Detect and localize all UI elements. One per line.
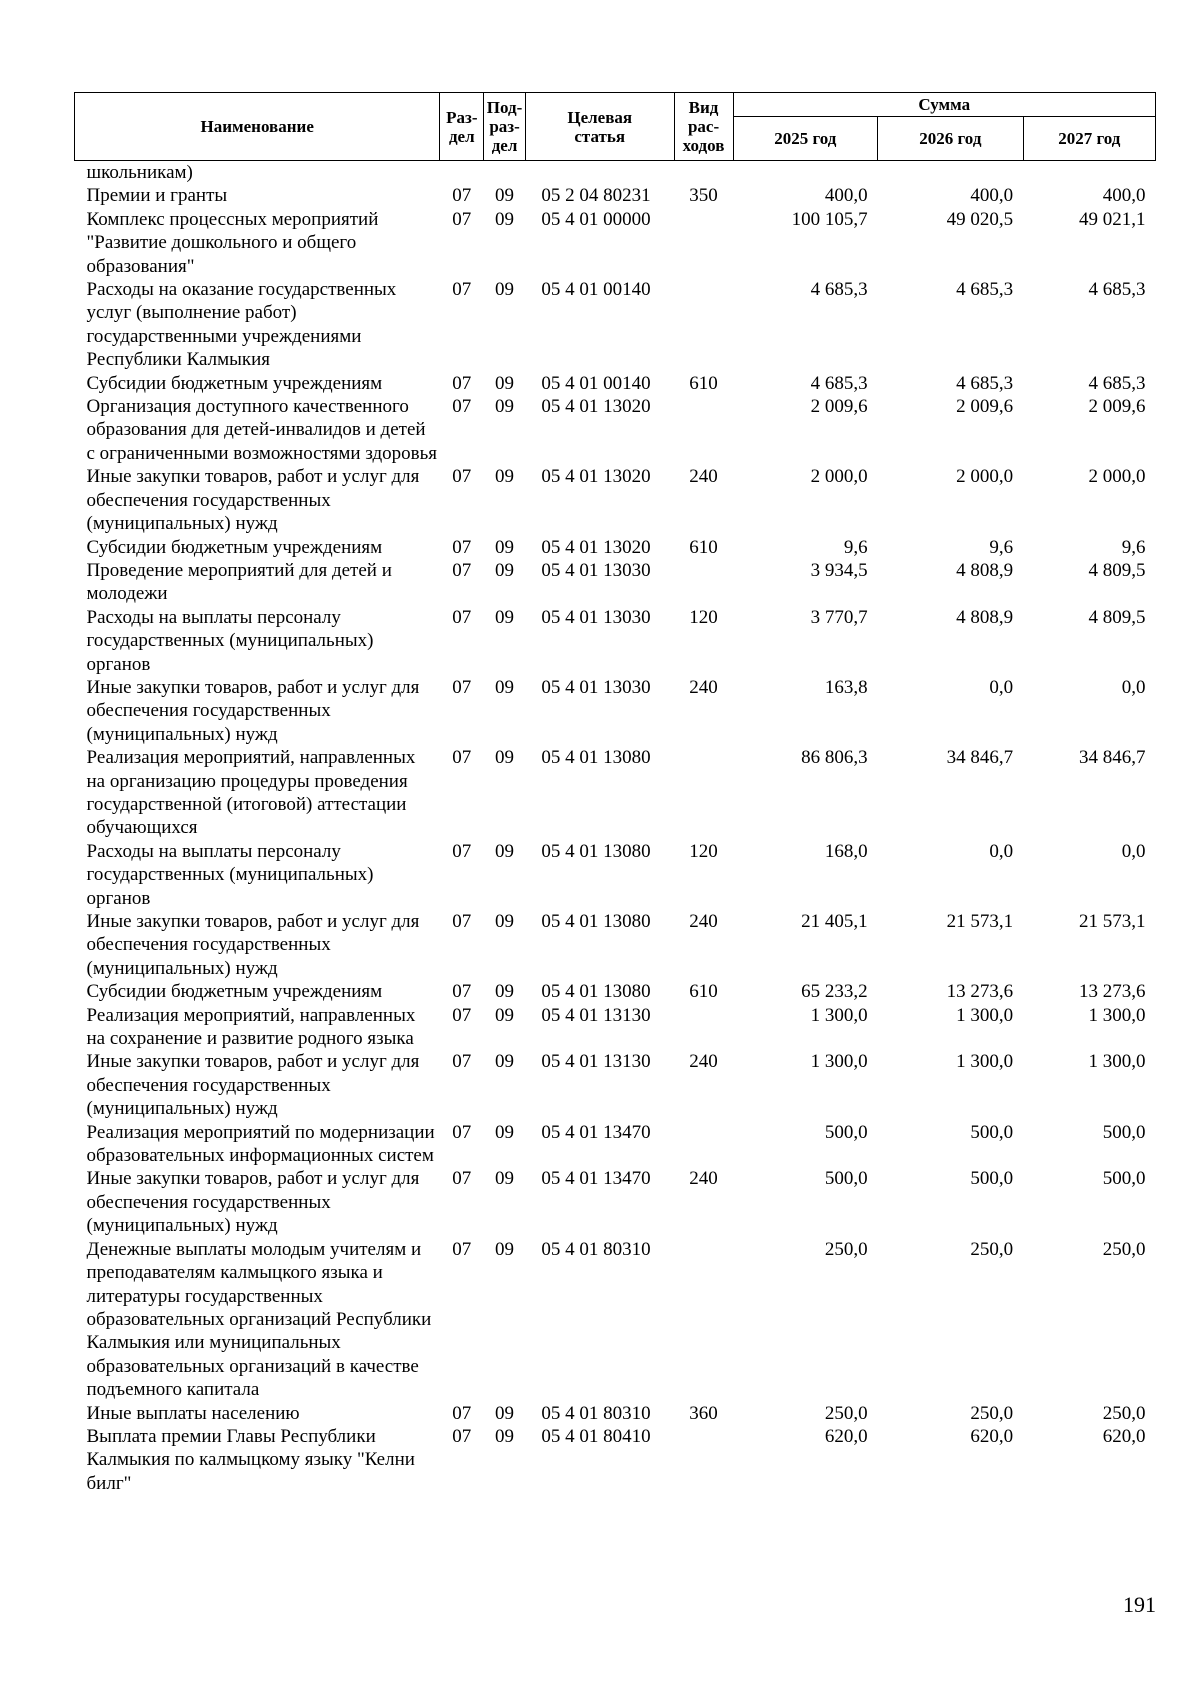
row-vid-rashodov: 120	[689, 840, 718, 862]
row-vid-rashodov	[674, 559, 733, 606]
table-row	[75, 606, 1156, 676]
row-sum-2026: 400,0	[970, 185, 1014, 207]
row-sum-2025: 3 934,5	[810, 559, 868, 581]
row-vid-rashodov: 240	[689, 676, 718, 698]
page-number: 191	[1123, 1592, 1156, 1617]
row-vid-rashodov	[674, 1004, 733, 1051]
row-name: Реализация мероприятий, направленных на сохранение и развитие родного языка	[86, 1004, 416, 1050]
row-razdel: 07	[452, 536, 472, 558]
row-celevaya-statya: 05 4 01 13080	[541, 747, 651, 769]
row-sum-2025: 1 300,0	[810, 1004, 868, 1026]
row-podrazdel: 09	[495, 1168, 515, 1190]
row-sum-2025: 250,0	[824, 1402, 868, 1424]
row-sum-2027: 1 300,0	[1088, 1004, 1146, 1026]
row-sum-2025: 163,8	[824, 676, 868, 698]
table-header	[75, 93, 1156, 161]
row-sum-2025: 250,0	[824, 1238, 868, 1260]
row-vid-rashodov: 240	[689, 1168, 718, 1190]
row-razdel: 07	[452, 840, 472, 862]
row-celevaya-statya: 05 4 01 13130	[541, 1004, 651, 1026]
table-row	[75, 746, 1156, 840]
row-sum-2026: 250,0	[970, 1238, 1014, 1260]
row-podrazdel: 09	[495, 840, 515, 862]
row-sum-2025: 3 770,7	[810, 606, 868, 628]
row-razdel: 07	[452, 1168, 472, 1190]
row-sum-2027: 9,6	[1121, 536, 1146, 558]
header-razdel: Раз- дел	[440, 93, 484, 161]
row-podrazdel: 09	[495, 1425, 515, 1447]
row-podrazdel: 09	[495, 747, 515, 769]
row-sum-2026: 34 846,7	[946, 747, 1014, 769]
table-row	[75, 1402, 1156, 1425]
row-podrazdel: 09	[495, 372, 515, 394]
row-celevaya-statya: 05 4 01 13470	[541, 1121, 651, 1143]
header-name: Наименование	[75, 93, 440, 161]
row-vid-rashodov	[674, 278, 733, 372]
row-celevaya-statya: 05 4 01 80410	[541, 1425, 651, 1447]
table-row	[75, 161, 1156, 185]
row-sum-2027: 250,0	[1102, 1238, 1146, 1260]
row-celevaya-statya: 05 4 01 80310	[541, 1238, 651, 1260]
row-celevaya-statya: 05 4 01 13020	[541, 536, 651, 558]
row-name: Иные закупки товаров, работ и услуг для обеспечения государственных (муниципальных) нужд	[86, 466, 420, 535]
row-sum-2027: 500,0	[1102, 1121, 1146, 1143]
row-sum-2027: 4 809,5	[1088, 606, 1146, 628]
table-row	[75, 840, 1156, 910]
table-row	[75, 1004, 1156, 1051]
row-vid-rashodov: 240	[689, 466, 718, 488]
row-sum-2026: 4 685,3	[956, 372, 1014, 394]
row-celevaya-statya: 05 4 01 13080	[541, 840, 651, 862]
row-sum-2026: 250,0	[970, 1402, 1014, 1424]
row-name: Реализация мероприятий по модернизации образовательных информационных систем	[86, 1121, 435, 1167]
row-celevaya-statya: 05 4 01 80310	[541, 1402, 651, 1424]
table-row	[75, 278, 1156, 372]
table-row	[75, 208, 1156, 278]
row-sum-2026: 49 020,5	[946, 208, 1014, 230]
row-sum-2027: 13 273,6	[1079, 981, 1146, 1003]
row-razdel: 07	[452, 208, 472, 230]
row-vid-rashodov	[674, 1121, 733, 1168]
row-sum-2025: 2 009,6	[810, 396, 868, 418]
row-name: школьникам)	[86, 162, 193, 183]
row-razdel: 07	[452, 1004, 472, 1026]
row-podrazdel: 09	[495, 606, 515, 628]
row-name: Иные закупки товаров, работ и услуг для обеспечения государственных (муниципальных) нужд	[86, 911, 420, 979]
row-celevaya-statya: 05 4 01 00000	[541, 208, 651, 230]
row-sum-2025: 500,0	[824, 1121, 868, 1143]
row-sum-2025: 500,0	[824, 1168, 868, 1190]
row-sum-2026: 0,0	[989, 840, 1014, 862]
row-razdel: 07	[452, 1425, 472, 1447]
row-name: Субсидии бюджетным учреждениям	[86, 536, 383, 558]
row-sum-2025: 2 000,0	[810, 466, 868, 488]
row-sum-2026: 4 808,9	[956, 606, 1014, 628]
row-celevaya-statya: 05 4 01 13030	[541, 606, 651, 628]
row-vid-rashodov: 610	[689, 372, 718, 394]
table-row	[75, 1425, 1156, 1495]
row-podrazdel: 09	[495, 536, 515, 558]
row-sum-2026: 1 300,0	[956, 1051, 1014, 1073]
row-razdel	[440, 161, 484, 185]
row-celevaya-statya: 05 4 01 13080	[541, 911, 651, 932]
row-podrazdel: 09	[495, 396, 515, 418]
row-celevaya-statya: 05 2 04 80231	[541, 185, 651, 207]
row-podrazdel: 09	[495, 1051, 515, 1073]
row-name: Иные закупки товаров, работ и услуг для обеспечения государственных (муниципальных) нужд	[86, 676, 420, 745]
row-sum-2026: 4 685,3	[956, 279, 1014, 301]
row-celevaya-statya: 05 4 01 13130	[541, 1051, 651, 1073]
header-summa: Сумма	[733, 93, 1155, 117]
row-sum-2025: 620,0	[824, 1425, 868, 1447]
row-sum-2026: 13 273,6	[946, 981, 1014, 1003]
row-podrazdel: 09	[495, 279, 515, 301]
row-sum-2026: 2 009,6	[956, 396, 1014, 418]
row-name: Иные выплаты населению	[86, 1402, 300, 1424]
row-podrazdel: 09	[495, 208, 515, 230]
row-name: Иные закупки товаров, работ и услуг для обеспечения государственных (муниципальных) нужд	[86, 1051, 420, 1120]
row-celevaya-statya: 05 4 01 13020	[541, 466, 651, 488]
row-celevaya-statya: 05 4 01 13020	[541, 396, 651, 418]
row-razdel: 07	[452, 606, 472, 628]
row-name: Комплекс процессных мероприятий "Развитие дошкольного и общего образования"	[86, 208, 379, 277]
row-sum-2027: 49 021,1	[1079, 208, 1146, 230]
row-sum-2025: 168,0	[824, 840, 868, 862]
row-name: Субсидии бюджетным учреждениям	[86, 981, 383, 1003]
table-row	[75, 184, 1156, 207]
row-podrazdel: 09	[495, 559, 515, 581]
row-sum-2027: 2 000,0	[1088, 466, 1146, 488]
row-name: Денежные выплаты молодым учителям и преподавателям калмыцкого языка и литературы государственных образовательных организаций Республики Калмыкия или муниципальных образовательных организаций в качестве подъемного капитала	[86, 1238, 432, 1401]
header-celevaya-statya: Целевая статья	[525, 93, 674, 161]
row-celevaya-statya	[525, 161, 674, 185]
row-podrazdel: 09	[495, 185, 515, 207]
row-razdel: 07	[452, 396, 472, 418]
table-row	[75, 676, 1156, 746]
row-vid-rashodov	[674, 746, 733, 840]
row-vid-rashodov: 240	[689, 1051, 718, 1073]
row-sum-2025: 4 685,3	[810, 372, 868, 394]
row-sum-2027: 2 009,6	[1088, 396, 1146, 418]
row-vid-rashodov	[674, 1238, 733, 1402]
row-sum-2026: 620,0	[970, 1425, 1014, 1447]
row-name: Организация доступного качественного образования для детей-инвалидов и детей с ограниченными возможностями здоровья	[86, 396, 438, 464]
row-sum-2025: 400,0	[824, 185, 868, 207]
row-razdel: 07	[452, 981, 472, 1003]
row-sum-2026: 21 573,1	[946, 911, 1014, 932]
header-podrazdel: Под- раз- дел	[484, 93, 526, 161]
row-name: Расходы на выплаты персоналу государственных (муниципальных) органов	[86, 606, 374, 675]
row-sum-2027	[1023, 161, 1155, 185]
row-vid-rashodov: 240	[689, 911, 718, 932]
row-vid-rashodov	[674, 395, 733, 465]
row-sum-2026: 4 808,9	[956, 559, 1014, 581]
row-podrazdel: 09	[495, 911, 515, 932]
header-vid-rashodov: Вид рас- ходов	[674, 93, 733, 161]
row-razdel: 07	[452, 559, 472, 581]
row-name: Расходы на выплаты персоналу государственных (муниципальных) органов	[86, 840, 374, 909]
row-vid-rashodov: 360	[689, 1402, 718, 1424]
row-name: Субсидии бюджетным учреждениям	[86, 372, 383, 394]
table-row	[75, 395, 1156, 465]
row-sum-2027: 400,0	[1102, 185, 1146, 207]
row-sum-2026: 2 000,0	[956, 466, 1014, 488]
row-sum-2027: 4 685,3	[1088, 279, 1146, 301]
table-row	[75, 465, 1156, 535]
row-vid-rashodov	[674, 161, 733, 185]
row-name: Проведение мероприятий для детей и молодежи	[86, 559, 392, 605]
row-celevaya-statya: 05 4 01 00140	[541, 372, 651, 394]
row-razdel: 07	[452, 1121, 472, 1143]
row-sum-2027: 21 573,1	[1079, 911, 1146, 932]
row-name: Иные закупки товаров, работ и услуг для обеспечения государственных (муниципальных) нужд	[86, 1168, 420, 1237]
table-body	[75, 161, 1156, 1496]
table-row	[75, 980, 1156, 1003]
row-vid-rashodov: 610	[689, 536, 718, 558]
row-podrazdel: 09	[495, 676, 515, 698]
header-year-2026: 2026 год	[878, 117, 1024, 161]
row-razdel: 07	[452, 279, 472, 301]
row-sum-2027: 1 300,0	[1088, 1051, 1146, 1073]
row-celevaya-statya: 05 4 01 13470	[541, 1168, 651, 1190]
table-row	[75, 1238, 1156, 1402]
row-sum-2025: 100 105,7	[791, 208, 868, 230]
row-sum-2025: 65 233,2	[801, 981, 868, 1003]
header-year-2025: 2025 год	[733, 117, 878, 161]
row-razdel: 07	[452, 747, 472, 769]
row-vid-rashodov	[674, 1425, 733, 1495]
table-row	[75, 1121, 1156, 1168]
row-sum-2025	[733, 161, 878, 185]
row-razdel: 07	[452, 911, 472, 932]
row-sum-2026: 0,0	[989, 676, 1014, 698]
row-sum-2027: 500,0	[1102, 1168, 1146, 1190]
row-sum-2026: 500,0	[970, 1168, 1014, 1190]
table-row	[75, 372, 1156, 395]
row-vid-rashodov: 120	[689, 606, 718, 628]
row-sum-2025: 9,6	[843, 536, 868, 558]
row-sum-2025: 21 405,1	[801, 911, 868, 932]
row-name: Реализация мероприятий, направленных на организацию процедуры проведения государственной (итоговой) аттестации обучающихся	[86, 747, 416, 839]
row-sum-2026	[878, 161, 1024, 185]
header-year-2027: 2027 год	[1023, 117, 1155, 161]
table-row	[75, 910, 1156, 980]
row-podrazdel: 09	[495, 981, 515, 1003]
row-celevaya-statya: 05 4 01 00140	[541, 279, 651, 301]
budget-table	[74, 92, 1156, 1495]
row-name: Выплата премии Главы Республики Калмыкия по калмыцкому языку "Келни билг"	[86, 1425, 415, 1494]
table-row	[75, 536, 1156, 559]
row-podrazdel: 09	[495, 466, 515, 488]
row-sum-2027: 4 685,3	[1088, 372, 1146, 394]
row-razdel: 07	[452, 1051, 472, 1073]
row-razdel: 07	[452, 372, 472, 394]
row-sum-2026: 9,6	[989, 536, 1014, 558]
row-name: Премии и гранты	[86, 185, 228, 207]
row-sum-2027: 620,0	[1102, 1425, 1146, 1447]
row-sum-2026: 500,0	[970, 1121, 1014, 1143]
row-celevaya-statya: 05 4 01 13030	[541, 676, 651, 698]
table-row	[75, 1167, 1156, 1237]
row-sum-2027: 4 809,5	[1088, 559, 1146, 581]
row-vid-rashodov	[674, 208, 733, 278]
row-razdel: 07	[452, 466, 472, 488]
row-razdel: 07	[452, 185, 472, 207]
row-sum-2027: 0,0	[1121, 840, 1146, 862]
row-sum-2027: 34 846,7	[1079, 747, 1146, 769]
row-celevaya-statya: 05 4 01 13030	[541, 559, 651, 581]
row-podrazdel	[484, 161, 526, 185]
row-razdel: 07	[452, 1402, 472, 1424]
row-vid-rashodov: 610	[689, 981, 718, 1003]
row-sum-2025: 4 685,3	[810, 279, 868, 301]
row-razdel: 07	[452, 1238, 472, 1260]
row-vid-rashodov: 350	[689, 185, 718, 207]
table-row	[75, 559, 1156, 606]
row-sum-2025: 86 806,3	[801, 747, 868, 769]
row-podrazdel: 09	[495, 1402, 515, 1424]
row-sum-2027: 0,0	[1121, 676, 1146, 698]
row-celevaya-statya: 05 4 01 13080	[541, 981, 651, 1003]
row-podrazdel: 09	[495, 1121, 515, 1143]
row-podrazdel: 09	[495, 1238, 515, 1260]
table-row	[75, 1050, 1156, 1120]
row-sum-2026: 1 300,0	[956, 1004, 1014, 1026]
row-sum-2027: 250,0	[1102, 1402, 1146, 1424]
row-sum-2025: 1 300,0	[810, 1051, 868, 1073]
row-name: Расходы на оказание государственных услуг (выполнение работ) государственными учреждениями Республики Калмыкия	[86, 279, 397, 371]
row-razdel: 07	[452, 676, 472, 698]
row-podrazdel: 09	[495, 1004, 515, 1026]
